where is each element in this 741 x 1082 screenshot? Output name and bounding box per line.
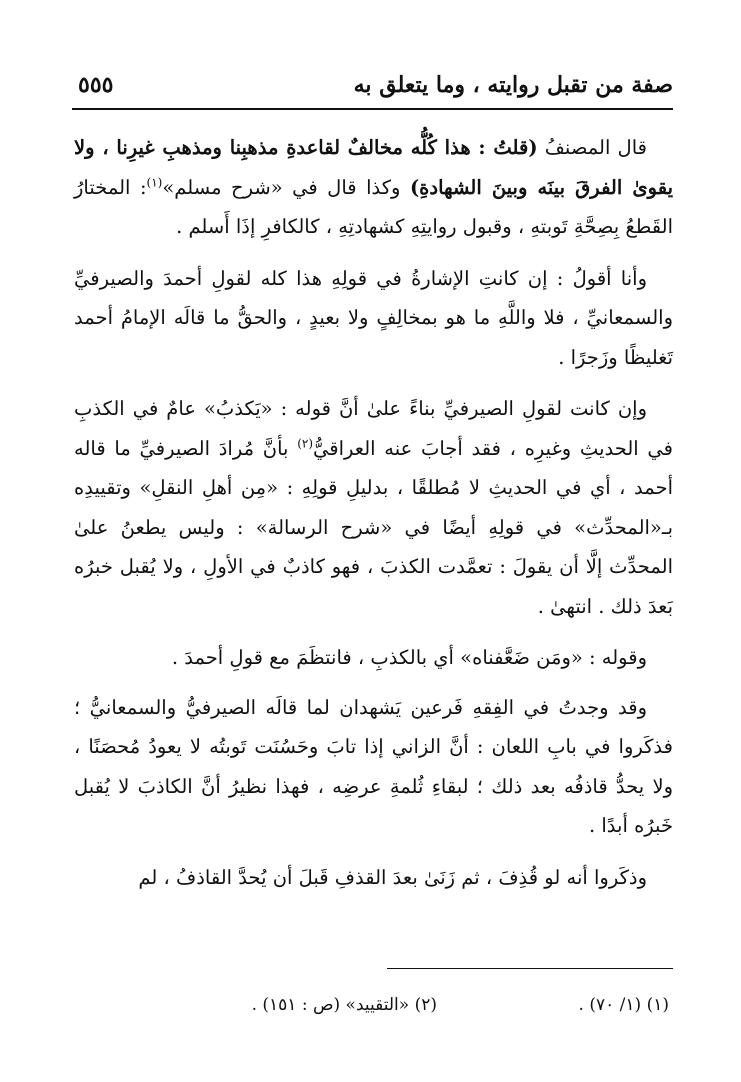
p1-text-a: قال المصنفُ <box>537 136 647 159</box>
paragraph-3 <box>74 389 673 626</box>
paragraph-5: وقد وجدتُ في الفِقهِ فَرعين يَشهدان لما قالَه الصيرفيُّ والسمعانيُّ ؛ فذكَروا في بابِ اللعان : أنَّ الزاني إذا تابَ وحَسُنَت تَوبتُه لا يعودُ مُحصَنًا ، ولا يحدُّ قاذفُه بعد ذلك ؛ لبقاءِ ثُلمةِ عرضِه ، فهذا نظيرُ أنَّ الكاذبَ لا يُقبل خَبرُه أبدًا . <box>74 695 673 837</box>
running-title: صفة من تقبل روايته ، وما يتعلق به <box>353 72 673 98</box>
footnote-divider <box>387 968 673 969</box>
p1-text-c: : المختارُ القَطعُ بِصِحَّةِ تَوبتهِ ، وقبول روايتِهِ كشهادتِهِ ، كالكافرِ إذَا أَسلم . <box>74 175 673 238</box>
paragraph-2: وأنا أقولُ : إن كانتِ الإشارةُ في قولِهِ هذا كله لقولِ أحمدَ والصيرفيِّ والسمعانيِّ ، فلا واللَّهِ ما هو بمخالِفٍ ولا بعيدٍ ، والحقُّ ما قالَه الإمامُ أحمد تَغليظًا وزَجرًا . <box>74 266 673 369</box>
paragraph-4: وقوله : «ومَن ضَعَّفناه» أي بالكذبِ ، فانتظَمَ مع قولِ أحمدَ . <box>171 646 647 669</box>
footnote-ref-1: (١) <box>146 175 163 189</box>
page-number: ٥٥٥ <box>78 72 114 98</box>
footnote-1: (١) (١/ ٧٠) . <box>578 995 669 1015</box>
paragraph-1 <box>74 128 673 247</box>
p1-bold-quote: (قلتُ : هذا كُلُّه مخالفٌ لقاعدةِ مذهبِنا ومذهبِ غيرِنا ، ولا يقوىٰ الفرقَ بينَه وبينَ الشهادةِ) <box>74 136 673 199</box>
p1-text-b: وكذا قال في «شرح مسلم» <box>162 175 410 199</box>
paragraph-6: وذكَروا أنه لو قُذِفَ ، ثم زَنَىٰ بعدَ القذفِ قَبلَ أن يُحدَّ القاذفُ ، لم <box>138 865 647 889</box>
main-text <box>74 128 673 909</box>
footnote-ref-2: (٢) <box>297 436 314 450</box>
footnote-2: (٢) «التقييد» (ص : ١٥١) . <box>251 995 437 1015</box>
page-header <box>72 68 673 110</box>
p3-text-b: بأنَّ مُرادَ الصيرفيِّ ما قاله أحمد ، أي في الحديثِ لا مُطلقًا ، بدليلِ قولِهِ : «مِن أهلِ النقلِ» وتقييدِه بـ«المحدِّث» في قولِهِ أيضًا في «شرح الرسالة» : وليس يطعنُ علىٰ المحدِّث إلَّا أن يقولَ : تعمَّدت الكذبَ ، فهو كاذبٌ في الأولِ ، ولا يُقبل خبرُه بَعدَ ذلك . انتهىٰ . <box>74 436 673 618</box>
p3-text-a: وإن كانت لقولِ الصيرفيِّ بناءً علىٰ أنَّ قوله : «يَكذبُ» عامٌ في الكذبِ في الحديثِ وغيرِه ، فقد أجابَ عنه العراقيُّ <box>74 397 673 460</box>
